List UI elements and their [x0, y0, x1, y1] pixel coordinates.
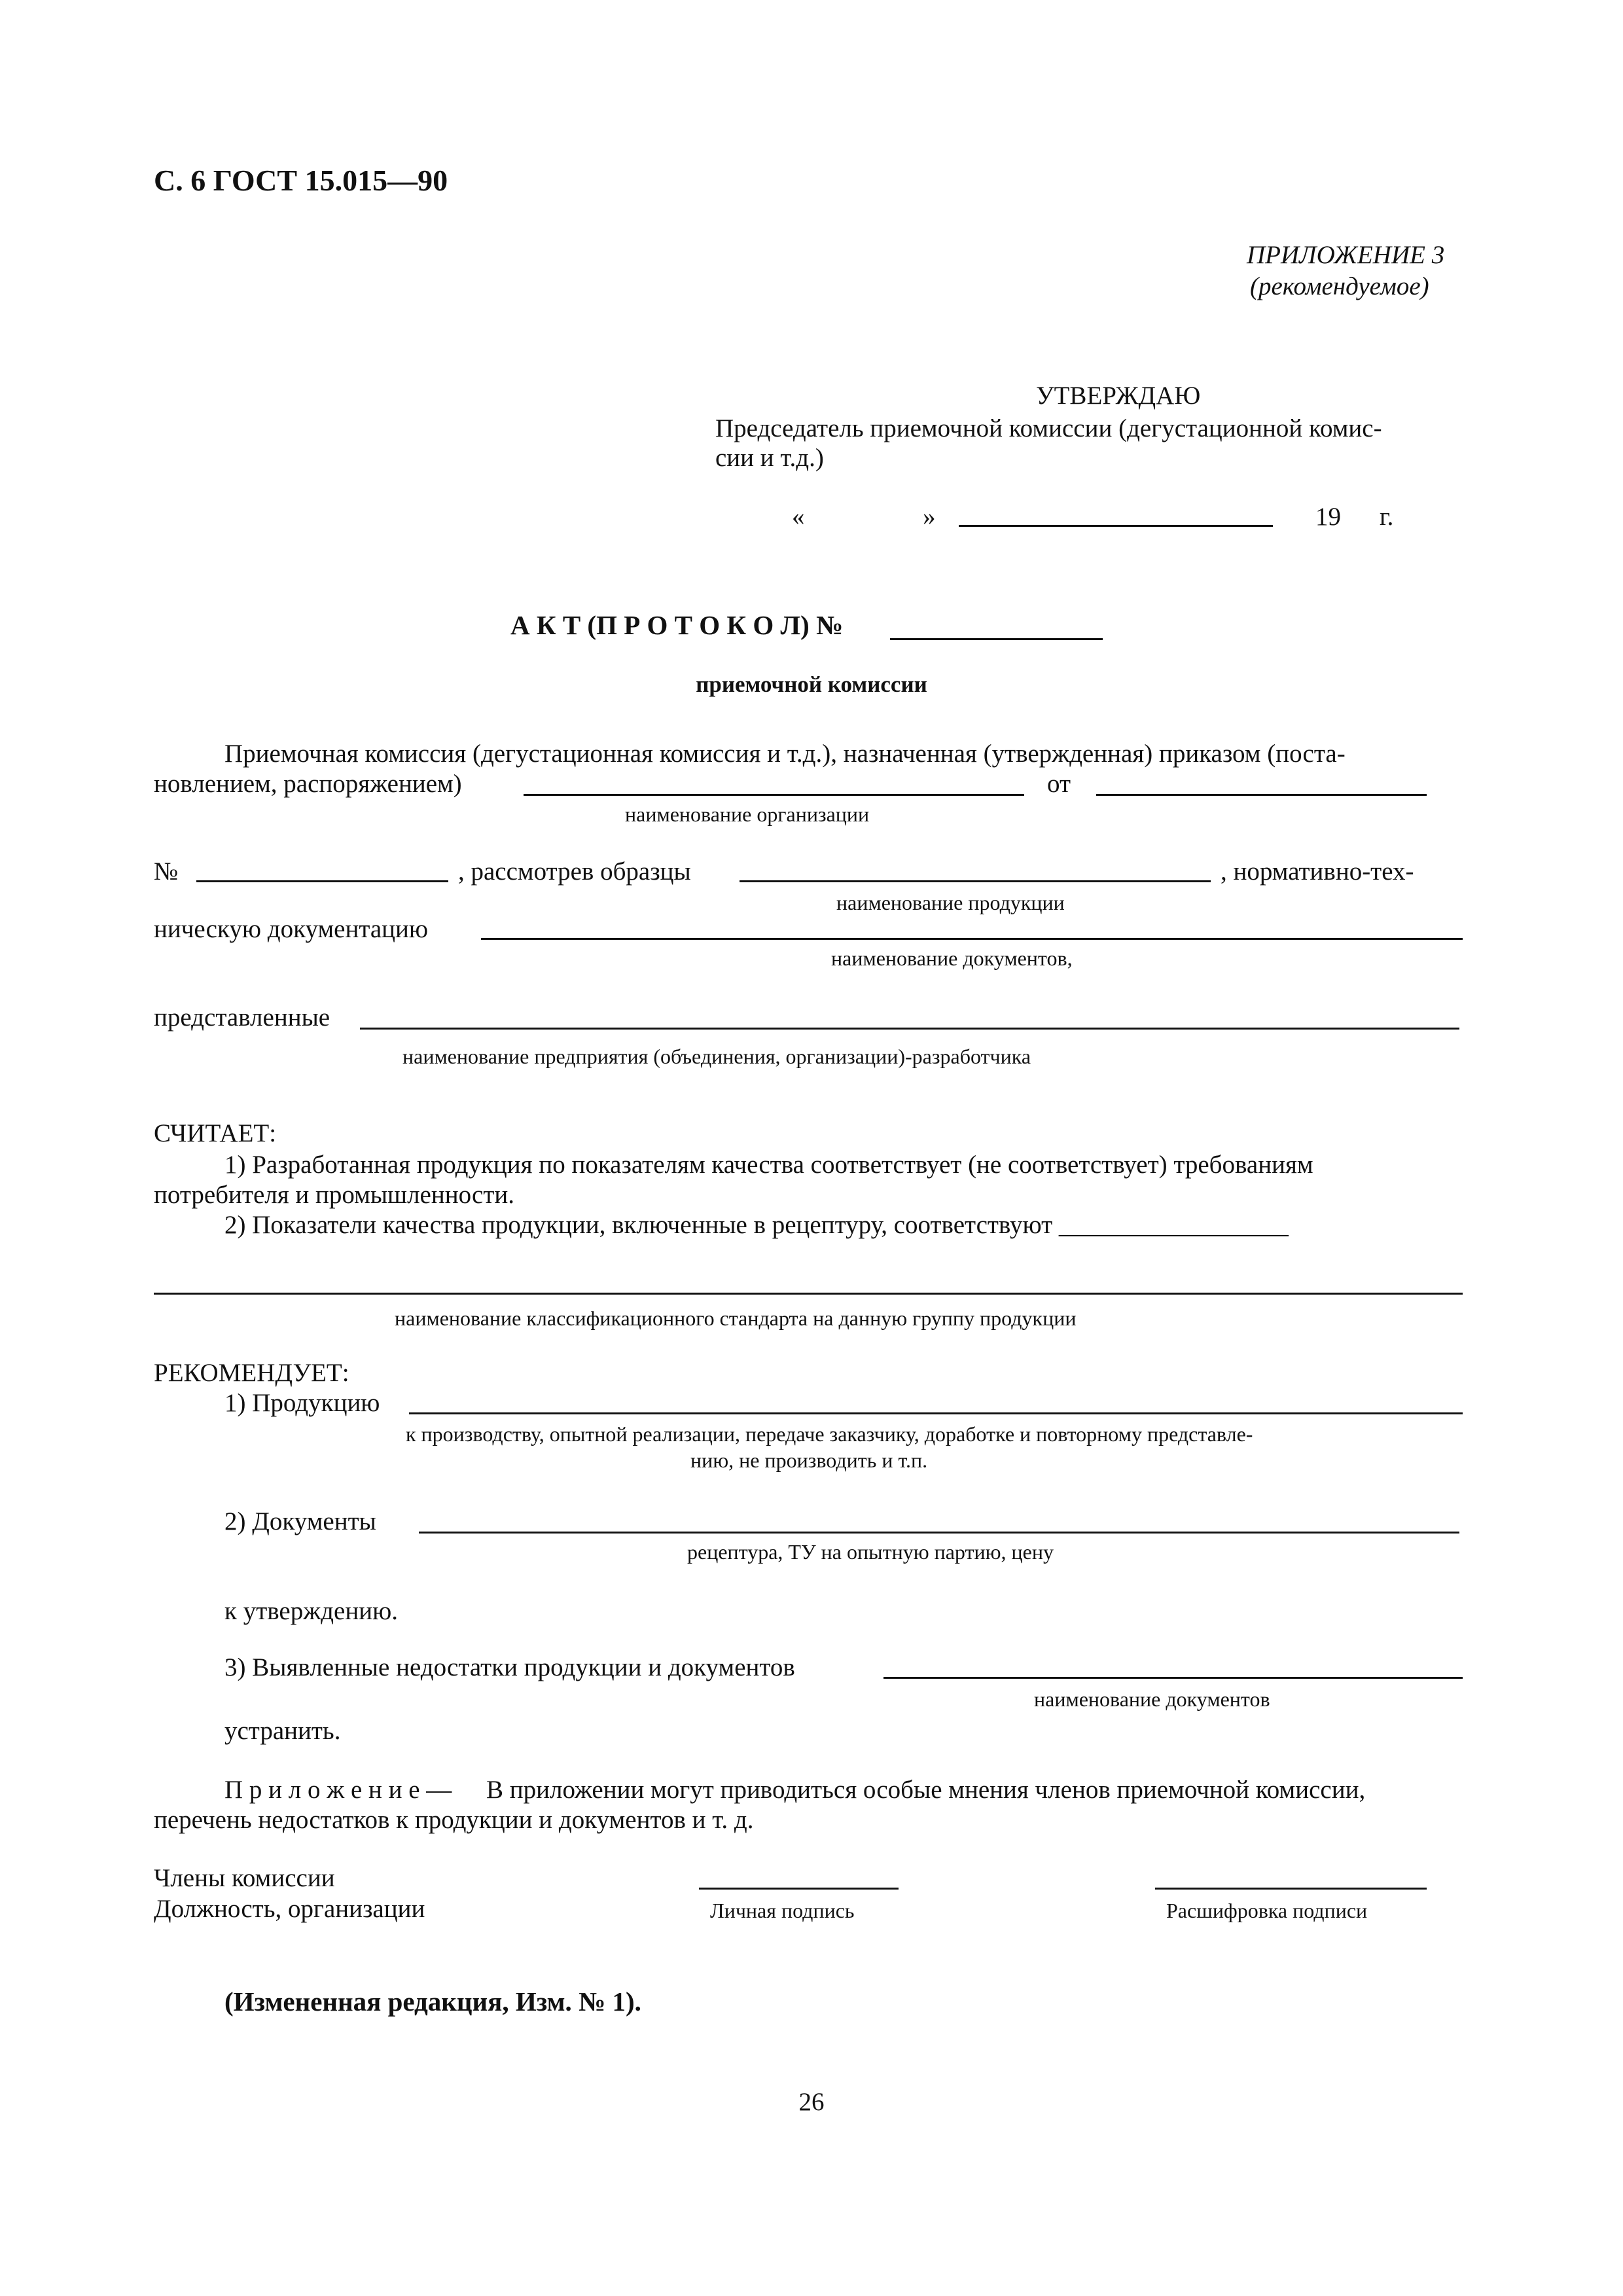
date-year: 19 — [1315, 503, 1341, 531]
caption-deficiencies: наименование документов — [1034, 1687, 1270, 1711]
product-decision-field[interactable] — [409, 1412, 1463, 1414]
presented-label: представленные — [154, 1003, 330, 1031]
deficiencies-field[interactable] — [883, 1677, 1463, 1679]
caption-developer: наименование предприятия (объединения, организации)-разработчика — [402, 1045, 1031, 1068]
order-date-field[interactable] — [1096, 794, 1427, 796]
from-label: от — [1047, 770, 1071, 798]
position-label: Должность, организации — [154, 1895, 425, 1923]
personal-signature-field[interactable] — [699, 1888, 899, 1890]
standard-field[interactable] — [154, 1293, 1463, 1295]
caption-product: наименование продукции — [836, 891, 1065, 914]
approve-line2: сии и т.д.) — [715, 444, 824, 472]
recommends-heading: РЕКОМЕНДУЕТ: — [154, 1359, 349, 1387]
recommends-item2: 2) Документы — [224, 1507, 376, 1535]
caption-documents: наименование документов, — [831, 946, 1073, 970]
date-quote-open: « — [792, 503, 805, 531]
note-text-line1: В приложении могут приводиться особые мнения членов приемочной комиссии, — [486, 1776, 1366, 1804]
caption-decision-line1: к производству, опытной реализации, передаче заказчику, доработке и повторному представле- — [406, 1422, 1253, 1446]
appendix-subtitle: (рекомендуемое) — [1250, 272, 1429, 300]
approve-line1: Председатель приемочной комиссии (дегустационной комис- — [715, 414, 1382, 442]
recommends-item3: 3) Выявленные недостатки продукции и документов — [224, 1653, 795, 1681]
note-text-line2: перечень недостатков к продукции и документов и т. д. — [154, 1806, 754, 1834]
amended-note: (Измененная редакция, Изм. № 1). — [224, 1986, 641, 2017]
personal-signature-caption: Личная подпись — [710, 1899, 855, 1922]
considers-item1-line1: 1) Разработанная продукция по показателям качества соответствует (не соответствует) требованиям — [224, 1151, 1313, 1179]
page-header-ref: С. 6 ГОСТ 15.015—90 — [154, 164, 448, 197]
product-name-field[interactable] — [740, 880, 1211, 882]
reviewed-samples: , рассмотрев образцы — [458, 857, 691, 886]
page-number: 26 — [798, 2088, 825, 2116]
note-label: П р и л о ж е н и е — — [224, 1776, 452, 1804]
appendix-title: ПРИЛОЖЕНИЕ 3 — [1247, 241, 1445, 269]
caption-recipe: рецептура, ТУ на опытную партию, цену — [687, 1540, 1054, 1564]
number-sign: № — [154, 857, 179, 886]
act-subtitle: приемочной комиссии — [696, 672, 927, 697]
signature-decoding-caption: Расшифровка подписи — [1166, 1899, 1368, 1922]
act-title: А К Т (П Р О Т О К О Л) № — [510, 610, 844, 640]
act-number-field[interactable] — [890, 638, 1103, 640]
considers-heading: СЧИТАЕТ: — [154, 1119, 277, 1147]
date-year-suffix: г. — [1380, 503, 1394, 531]
normative-label: , нормативно-тех- — [1221, 857, 1414, 886]
intro-line2: новлением, распоряжением) — [154, 770, 462, 798]
considers-item2: 2) Показатели качества продукции, включенные в рецептуру, соответствуют __________________ — [224, 1211, 1289, 1239]
organization-field[interactable] — [524, 794, 1024, 796]
considers-item1-line2: потребителя и промышленности. — [154, 1181, 515, 1209]
caption-decision-line2: нию, не производить и т.п. — [690, 1448, 928, 1472]
date-quote-close: » — [923, 503, 936, 531]
documents-approval-field[interactable] — [419, 1532, 1459, 1534]
developer-field[interactable] — [360, 1028, 1459, 1030]
eliminate-text: устранить. — [224, 1717, 341, 1745]
intro-line1: Приемочная комиссия (дегустационная комиссия и т.д.), назначенная (утвержденная) приказом (поста- — [224, 740, 1346, 768]
approve-word: УТВЕРЖДАЮ — [1036, 382, 1201, 410]
recommends-item1: 1) Продукцию — [224, 1389, 380, 1417]
caption-organization: наименование организации — [625, 802, 870, 826]
date-month-field[interactable] — [959, 525, 1273, 527]
members-label: Члены комиссии — [154, 1864, 335, 1892]
documents-field[interactable] — [481, 938, 1463, 940]
order-number-field[interactable] — [196, 880, 448, 882]
signature-decoding-field[interactable] — [1155, 1888, 1427, 1890]
approval-text: к утверждению. — [224, 1597, 398, 1625]
techdoc-label: ническую документацию — [154, 915, 429, 943]
caption-standard: наименование классификационного стандарта на данную группу продукции — [395, 1306, 1077, 1330]
